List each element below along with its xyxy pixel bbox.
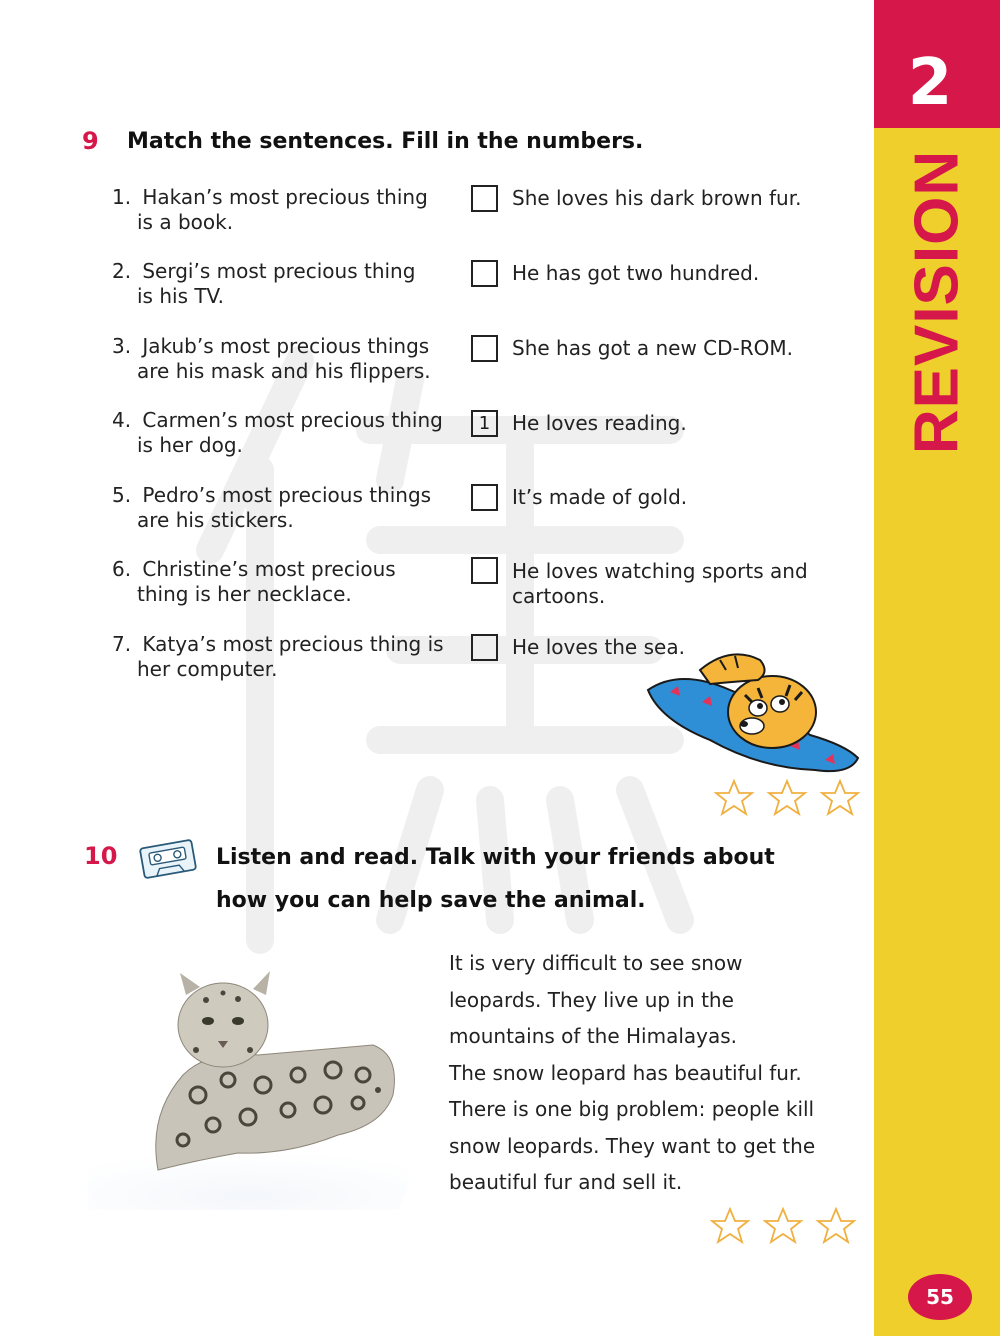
reading-passage — [449, 945, 859, 1201]
unit-number: 2 — [907, 46, 953, 120]
answer-text: She loves his dark brown fur. — [512, 186, 802, 210]
difficulty-stars — [710, 1206, 860, 1246]
section-title-vertical: REVISION — [902, 149, 972, 455]
exercise-9-number: 9 — [82, 127, 99, 155]
page-number: 55 — [908, 1274, 972, 1320]
list-item: 4. Carmen’s most precious thing is her dog. — [112, 408, 443, 457]
reading-line: beautiful fur and sell it. — [449, 1170, 683, 1194]
reading-line: The snow leopard has beautiful fur. — [449, 1060, 802, 1085]
exercise-10-title-line2: how you can help save the animal. — [216, 888, 646, 913]
answer-text: He has got two hundred. — [512, 261, 760, 285]
snow-leopard-photo — [88, 955, 418, 1210]
list-item: 7. Katya’s most precious thing is her computer. — [112, 632, 444, 681]
answer-text: He loves the sea. — [512, 635, 685, 659]
list-item: 3. Jakub’s most precious things are his mask and his flippers. — [112, 334, 431, 383]
reading-line: mountains of the Himalayas. — [449, 1024, 738, 1048]
answer-box-filled[interactable]: 1 — [471, 410, 498, 437]
answer-text: He loves watching sports and cartoons. — [512, 559, 808, 608]
reading-line: snow leopards. They want to get the — [449, 1133, 816, 1158]
answer-box[interactable] — [471, 557, 498, 584]
answer-text: She has got a new CD-ROM. — [512, 336, 794, 360]
list-item: 1. Hakan’s most precious thing is a book. — [112, 185, 428, 234]
cassette-icon[interactable] — [136, 836, 200, 882]
list-item: 2. Sergi’s most precious thing is his TV. — [112, 259, 416, 308]
list-item: 5. Pedro’s most precious things are his stickers. — [112, 483, 432, 532]
exercise-10-number: 10 — [84, 842, 118, 870]
tiger-mascot-illustration — [640, 640, 864, 780]
exercise-9-title: Match the sentences. Fill in the numbers. — [127, 129, 644, 154]
list-item: 6. Christine’s most precious thing is her necklace. — [112, 557, 396, 606]
answer-box[interactable] — [471, 260, 498, 287]
reading-line: There is one big problem: people kill — [449, 1097, 815, 1121]
answer-box[interactable] — [471, 335, 498, 362]
answer-box[interactable] — [471, 185, 498, 212]
unit-banner — [874, 0, 1000, 128]
difficulty-stars — [714, 778, 864, 818]
answer-box[interactable] — [471, 634, 498, 661]
answer-text: It’s made of gold. — [512, 485, 688, 509]
reading-line: It is very difficult to see snow — [449, 951, 743, 975]
reading-line: leopards. They live up in the — [449, 987, 734, 1012]
answer-text: He loves reading. — [512, 411, 687, 435]
answer-box[interactable] — [471, 484, 498, 511]
exercise-10-title-line1: Listen and read. Talk with your friends about — [216, 845, 775, 870]
